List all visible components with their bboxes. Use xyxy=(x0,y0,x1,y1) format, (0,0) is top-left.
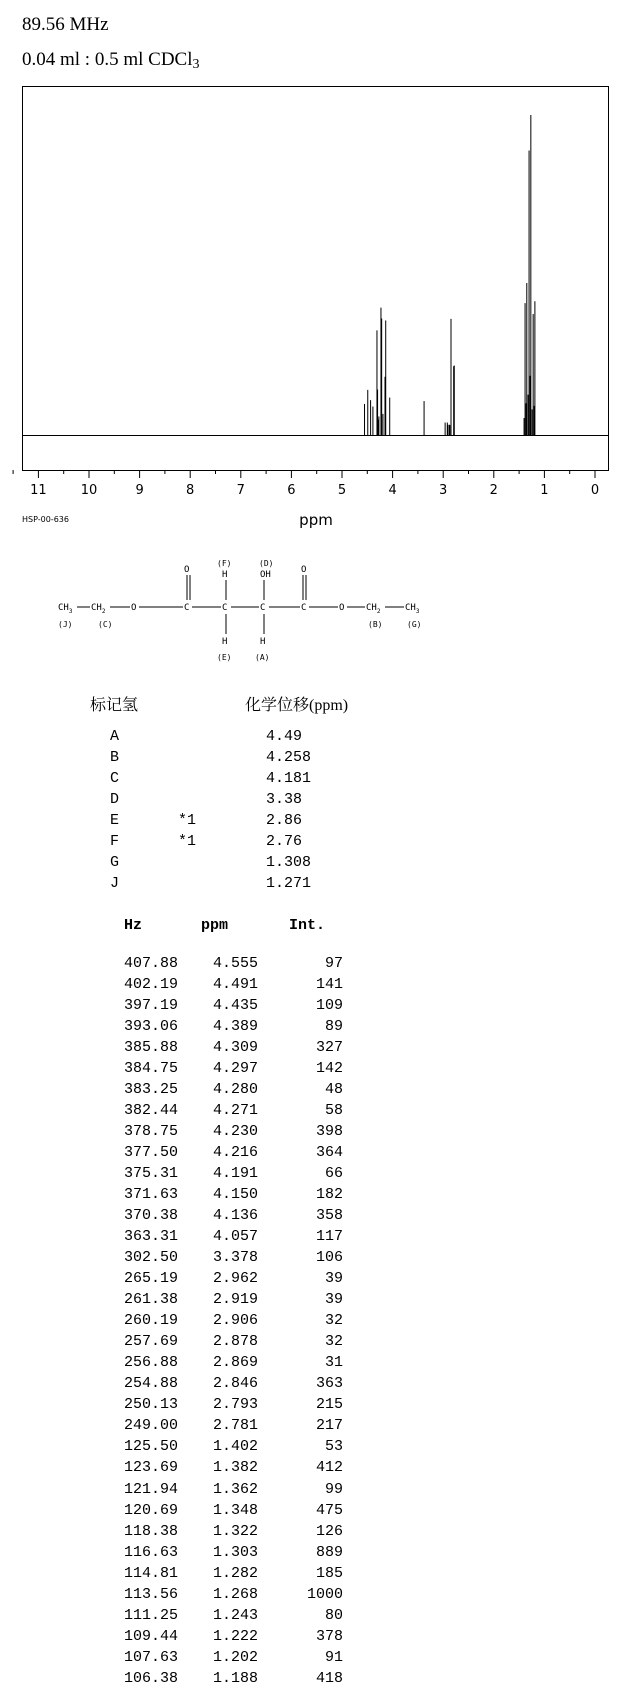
peak-intensity: 364 xyxy=(315,1144,343,1162)
peak-ppm: 1.243 xyxy=(212,1606,258,1624)
peak-intensity: 32 xyxy=(324,1312,343,1330)
peak-hz: 257.69 xyxy=(123,1333,178,1351)
peak-intensity: 327 xyxy=(315,1039,343,1057)
assignment-shift: 4.258 xyxy=(266,749,312,766)
ch3-right: $CH_3$ xyxy=(405,603,420,615)
peak-intensity: 141 xyxy=(315,976,343,994)
peak-intensity: 32 xyxy=(324,1333,343,1351)
peak-intensity: 363 xyxy=(315,1375,343,1393)
assignment-label: J xyxy=(110,875,120,892)
peak-hz: 107.63 xyxy=(123,1648,178,1666)
peak-ppm: 4.057 xyxy=(212,1228,258,1246)
peak-hz: 393.06 xyxy=(123,1018,178,1036)
assignment-shift: 2.76 xyxy=(266,833,303,850)
peak-hz: 114.81 xyxy=(123,1564,178,1582)
label-b: (B) xyxy=(368,620,383,629)
peak-intensity: 418 xyxy=(315,1669,343,1687)
peak-intensity: 99 xyxy=(324,1480,343,1498)
peak-hz: 377.50 xyxy=(123,1144,178,1162)
peak-intensity: 889 xyxy=(315,1543,343,1561)
assignment-label: D xyxy=(110,791,120,808)
assignment-shift: 2.86 xyxy=(266,812,303,829)
ch2-left: $CH_2$ xyxy=(91,603,106,615)
peak-ppm: 1.303 xyxy=(212,1543,258,1561)
peak-hz: 383.25 xyxy=(123,1081,178,1099)
assignment-shift: 3.38 xyxy=(266,791,303,808)
peak-intensity: 66 xyxy=(324,1165,343,1183)
peak-ppm: 2.793 xyxy=(212,1396,258,1414)
peak-ppm: 1.268 xyxy=(212,1585,258,1603)
peak-hz: 384.75 xyxy=(123,1060,178,1078)
peak-hz: 254.88 xyxy=(123,1375,178,1393)
x-tick-label: 3 xyxy=(439,483,448,498)
x-tick-label: 2 xyxy=(489,483,498,498)
assignment-shift: 4.181 xyxy=(266,770,312,787)
ch2-right: $CH_2$ xyxy=(366,603,381,615)
peak-hz: 116.63 xyxy=(123,1543,178,1561)
assignment-shift-header: 化学位移(ppm) xyxy=(245,697,349,714)
peak-ppm: 4.280 xyxy=(212,1081,258,1099)
peak-ppm: 1.322 xyxy=(212,1522,258,1540)
peak-hz: 256.88 xyxy=(123,1354,178,1372)
peak-ppm: 4.309 xyxy=(212,1039,258,1057)
peak-ppm: 4.297 xyxy=(212,1060,258,1078)
x-tick-label: 7 xyxy=(236,483,245,498)
peak-hz: 118.38 xyxy=(123,1522,178,1540)
peak-intensity: 142 xyxy=(315,1060,343,1078)
carbonyl-carbon-left: C xyxy=(184,603,190,613)
label-d: (D) xyxy=(259,559,274,568)
assignment-label-header: 标记氢 xyxy=(90,697,139,714)
carbonyl-oxygen-left: O xyxy=(184,565,190,575)
peak-hz: 250.13 xyxy=(123,1396,178,1414)
peak-ppm: 1.362 xyxy=(212,1480,258,1498)
peak-intensity: 109 xyxy=(315,997,343,1015)
peak-intensity: 398 xyxy=(315,1123,343,1141)
assignment-note: *1 xyxy=(178,812,197,829)
peak-intensity: 53 xyxy=(324,1438,343,1456)
assignment-label: C xyxy=(110,770,120,787)
peak-ppm: 2.906 xyxy=(212,1312,258,1330)
peak-ppm: 1.402 xyxy=(212,1438,258,1456)
assignment-label: G xyxy=(110,854,120,871)
peak-ppm: 2.846 xyxy=(212,1375,258,1393)
label-a: (A) xyxy=(255,653,270,662)
peak-intensity: 475 xyxy=(315,1501,343,1519)
assignment-label: A xyxy=(110,728,120,745)
ch-carbon-a: C xyxy=(260,603,266,613)
peak-intensity: 31 xyxy=(324,1354,343,1372)
carbonyl-carbon-right: C xyxy=(301,603,307,613)
assignment-note: *1 xyxy=(178,833,197,850)
peak-hz: 111.25 xyxy=(123,1606,178,1624)
ch3-left: $CH_3$ xyxy=(58,603,73,615)
x-tick-label: 8 xyxy=(186,483,195,498)
peak-hz: 109.44 xyxy=(123,1627,178,1645)
peak-intensity: 106 xyxy=(315,1249,343,1267)
hydroxyl-d: OH xyxy=(260,570,271,580)
peak-hz: 106.38 xyxy=(123,1669,178,1687)
x-tick-label: 10 xyxy=(80,483,98,498)
peak-hz: 123.69 xyxy=(123,1459,178,1477)
int-header: Int. xyxy=(289,917,326,934)
peak-hz: 265.19 xyxy=(123,1270,178,1288)
peak-intensity: 39 xyxy=(324,1270,343,1288)
peak-hz: 397.19 xyxy=(123,997,178,1015)
peak-ppm: 2.781 xyxy=(212,1417,258,1435)
assignment-label: B xyxy=(110,749,120,766)
sample-text: 0.04 ml : 0.5 ml CDCl xyxy=(22,49,193,70)
peak-ppm: 4.435 xyxy=(212,997,258,1015)
peak-ppm: 1.202 xyxy=(212,1648,258,1666)
hydrogen-a: H xyxy=(260,637,266,647)
assignment-shift: 4.49 xyxy=(266,728,303,745)
peak-ppm: 4.136 xyxy=(212,1207,258,1225)
peak-intensity: 185 xyxy=(315,1564,343,1582)
peak-ppm: 4.150 xyxy=(212,1186,258,1204)
x-tick-label: 0 xyxy=(590,483,600,498)
peak-ppm: 1.222 xyxy=(212,1627,258,1645)
peak-intensity: 215 xyxy=(315,1396,343,1414)
label-f: (F) xyxy=(217,559,232,568)
sample-subscript: 3 xyxy=(192,57,200,72)
molecule-structure xyxy=(0,0,626,690)
hydrogen-e: H xyxy=(222,637,228,647)
peak-hz: 113.56 xyxy=(123,1585,178,1603)
peak-ppm: 2.962 xyxy=(212,1270,258,1288)
peak-intensity: 217 xyxy=(315,1417,343,1435)
peak-hz: 261.38 xyxy=(123,1291,178,1309)
peak-intensity: 97 xyxy=(324,955,343,972)
peak-ppm: 2.919 xyxy=(212,1291,258,1309)
label-j: (J) xyxy=(58,620,73,629)
spectrum-code: HSP-00-636 xyxy=(22,515,69,524)
peak-intensity: 80 xyxy=(324,1606,343,1624)
assignment-shift: 1.271 xyxy=(266,875,312,892)
peak-intensity: 39 xyxy=(324,1291,343,1309)
peak-hz: 363.31 xyxy=(123,1228,178,1246)
peak-ppm: 4.389 xyxy=(212,1018,258,1036)
peak-ppm: 1.282 xyxy=(212,1564,258,1582)
peak-hz: 121.94 xyxy=(123,1480,178,1498)
peak-ppm: 3.378 xyxy=(212,1249,258,1267)
peak-hz: 385.88 xyxy=(123,1039,178,1057)
peak-intensity: 48 xyxy=(324,1081,343,1099)
oxygen-left: O xyxy=(131,603,137,613)
x-tick-label: 5 xyxy=(337,483,347,498)
x-tick-label: 6 xyxy=(287,483,296,498)
spectrometer-frequency: 89.56 MHz xyxy=(22,14,109,35)
peak-intensity: 182 xyxy=(315,1186,343,1204)
peak-hz: 125.50 xyxy=(123,1438,178,1456)
peak-ppm: 2.869 xyxy=(212,1354,258,1372)
label-g: (G) xyxy=(407,620,422,629)
peak-intensity: 89 xyxy=(324,1018,343,1036)
x-tick-label: 9 xyxy=(135,483,144,498)
x-tick-label: 4 xyxy=(388,483,397,498)
ppm-header: ppm xyxy=(201,917,229,934)
peak-ppm: 1.348 xyxy=(212,1501,258,1519)
peak-hz: 402.19 xyxy=(123,976,178,994)
peak-ppm: 4.216 xyxy=(212,1144,258,1162)
peak-ppm: 4.271 xyxy=(212,1102,258,1120)
peak-hz: 370.38 xyxy=(123,1207,178,1225)
peak-intensity: 412 xyxy=(315,1459,343,1477)
peak-ppm: 4.191 xyxy=(212,1165,258,1183)
peak-hz: 407.88 xyxy=(123,955,178,972)
peak-hz: 260.19 xyxy=(123,1312,178,1330)
ch-carbon-f: C xyxy=(222,603,228,613)
x-axis-label: ppm xyxy=(299,511,333,529)
peak-hz: 382.44 xyxy=(123,1102,178,1120)
peak-intensity: 358 xyxy=(315,1207,343,1225)
peak-intensity: 91 xyxy=(324,1648,343,1666)
peak-hz: 249.00 xyxy=(123,1417,178,1435)
peak-hz: 302.50 xyxy=(123,1249,178,1267)
peak-ppm: 4.555 xyxy=(212,955,258,972)
label-c: (C) xyxy=(98,620,113,629)
carbonyl-oxygen-right: O xyxy=(301,565,307,575)
peak-hz: 378.75 xyxy=(123,1123,178,1141)
peak-hz: 371.63 xyxy=(123,1186,178,1204)
label-e: (E) xyxy=(217,653,232,662)
peak-intensity: 126 xyxy=(315,1522,343,1540)
peak-ppm: 4.491 xyxy=(212,976,258,994)
peak-intensity: 1000 xyxy=(306,1585,343,1603)
assignment-label: E xyxy=(110,812,120,829)
peak-intensity: 58 xyxy=(324,1102,343,1120)
peak-intensity: 378 xyxy=(315,1627,343,1645)
hz-header: Hz xyxy=(124,917,143,934)
peak-ppm: 2.878 xyxy=(212,1333,258,1351)
peak-hz: 375.31 xyxy=(123,1165,178,1183)
x-tick-label: 1 xyxy=(540,483,549,498)
peak-intensity: 117 xyxy=(315,1228,343,1246)
peak-hz: 120.69 xyxy=(123,1501,178,1519)
peak-ppm: 4.230 xyxy=(212,1123,258,1141)
x-tick-label: 11 xyxy=(30,483,47,498)
hydrogen-f: H xyxy=(222,570,228,580)
peak-ppm: 1.188 xyxy=(212,1669,258,1687)
assignment-shift: 1.308 xyxy=(266,854,312,871)
assignment-label: F xyxy=(110,833,120,850)
oxygen-right: O xyxy=(339,603,345,613)
peak-ppm: 1.382 xyxy=(212,1459,258,1477)
